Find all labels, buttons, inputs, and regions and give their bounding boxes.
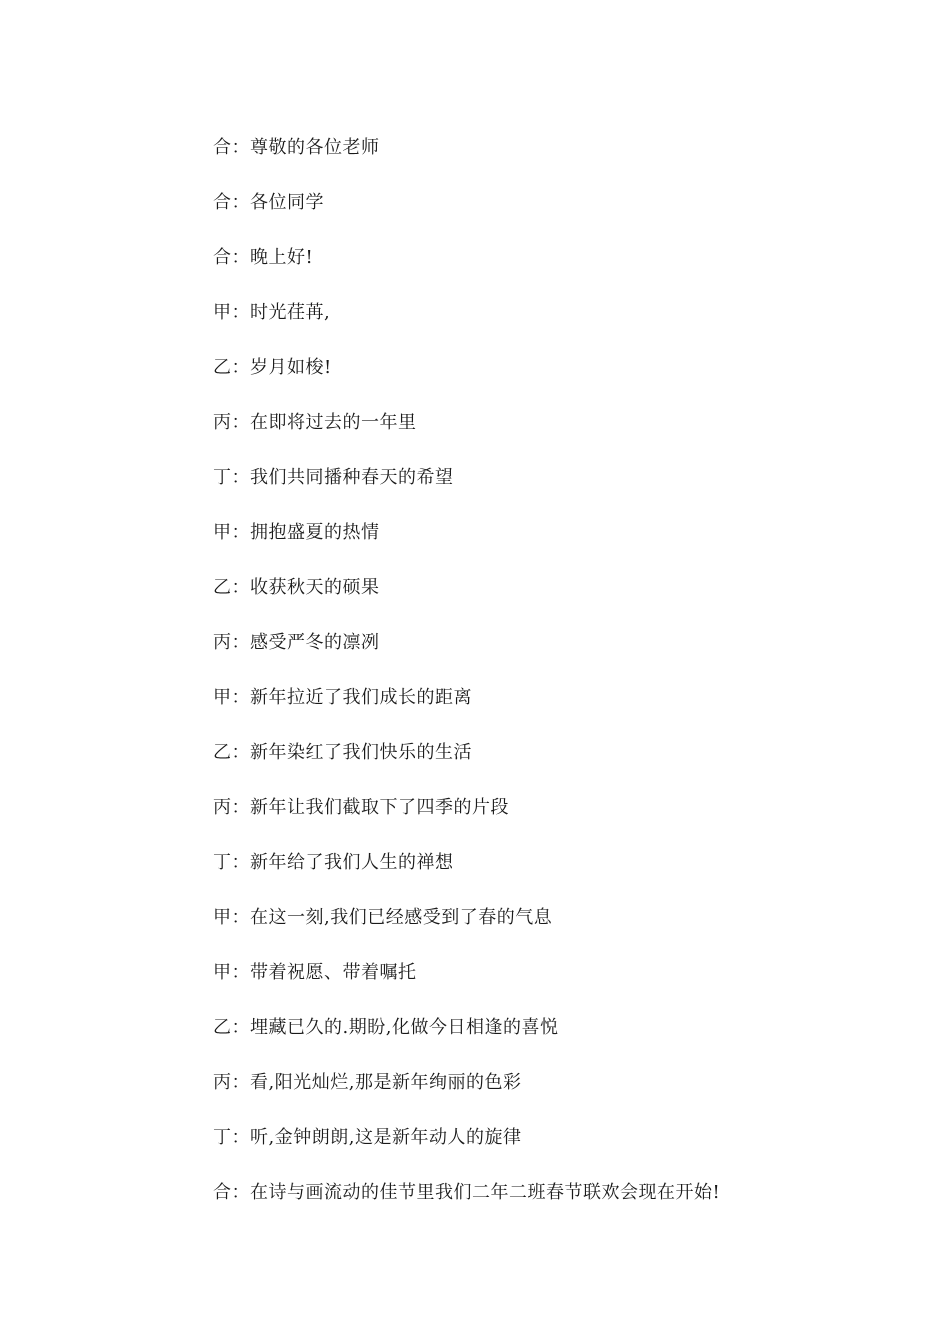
line-text: 收获秋天的硕果 — [250, 577, 380, 598]
line-text: 尊敬的各位老师 — [250, 137, 380, 158]
speaker-separator: ： — [231, 577, 250, 598]
line-text: 在诗与画流动的佳节里我们二年二班春节联欢会现在开始! — [250, 1182, 721, 1203]
line-text: 各位同学 — [250, 192, 324, 213]
speaker-label: 乙 — [213, 577, 232, 598]
speaker-label: 乙 — [213, 1017, 232, 1038]
line-text: 新年给了我们人生的禅想 — [250, 852, 454, 873]
speaker-separator: ： — [231, 137, 250, 158]
line-text: 拥抱盛夏的热情 — [250, 522, 380, 543]
speaker-label: 甲 — [213, 522, 232, 543]
line-text: 感受严冬的凛冽 — [250, 632, 380, 653]
script-line — [213, 906, 853, 961]
speaker-label: 丁 — [213, 852, 232, 873]
speaker-separator: ： — [231, 247, 250, 268]
speaker-label: 丙 — [213, 1072, 232, 1093]
speaker-label: 甲 — [213, 302, 232, 323]
speaker-separator: ： — [231, 632, 250, 653]
speaker-separator: ： — [231, 192, 250, 213]
speaker-separator: ： — [231, 1127, 250, 1148]
speaker-separator: ： — [231, 687, 250, 708]
script-line — [213, 631, 853, 686]
speaker-separator: ： — [231, 467, 250, 488]
line-text: 在这一刻,我们已经感受到了春的气息 — [250, 907, 553, 928]
line-text: 晚上好! — [250, 247, 314, 268]
line-text: 新年拉近了我们成长的距离 — [250, 687, 472, 708]
script-line — [213, 301, 853, 356]
speaker-label: 甲 — [213, 687, 232, 708]
speaker-separator: ： — [231, 962, 250, 983]
line-text: 新年让我们截取下了四季的片段 — [250, 797, 509, 818]
script-line — [213, 136, 853, 191]
speaker-separator: ： — [231, 1072, 250, 1093]
speaker-label: 丙 — [213, 632, 232, 653]
line-text: 埋藏已久的.期盼,化做今日相逢的喜悦 — [250, 1017, 559, 1038]
line-text: 听,金钟朗朗,这是新年动人的旋律 — [250, 1127, 522, 1148]
speaker-separator: ： — [231, 302, 250, 323]
line-text: 岁月如梭! — [250, 357, 332, 378]
script-line — [213, 191, 853, 246]
speaker-label: 丙 — [213, 797, 232, 818]
speaker-separator: ： — [231, 742, 250, 763]
script-line — [213, 411, 853, 466]
line-text: 在即将过去的一年里 — [250, 412, 417, 433]
speaker-separator: ： — [231, 522, 250, 543]
script-line — [213, 961, 853, 1016]
speaker-label: 丙 — [213, 412, 232, 433]
speaker-separator: ： — [231, 797, 250, 818]
line-text: 带着祝愿、带着嘱托 — [250, 962, 417, 983]
speaker-label: 丁 — [213, 467, 232, 488]
speaker-label: 合 — [213, 247, 232, 268]
script-line — [213, 576, 853, 631]
script-line — [213, 356, 853, 411]
speaker-separator: ： — [231, 1182, 250, 1203]
line-text: 时光荏苒, — [250, 302, 331, 323]
speaker-label: 乙 — [213, 357, 232, 378]
script-line — [213, 466, 853, 521]
speaker-label: 甲 — [213, 907, 232, 928]
script-line — [213, 1181, 853, 1236]
script-line — [213, 1071, 853, 1126]
script-line — [213, 686, 853, 741]
speaker-label: 合 — [213, 1182, 232, 1203]
speaker-label: 合 — [213, 137, 232, 158]
script-lines — [213, 136, 853, 1236]
speaker-separator: ： — [231, 412, 250, 433]
speaker-label: 丁 — [213, 1127, 232, 1148]
speaker-separator: ： — [231, 852, 250, 873]
speaker-separator: ： — [231, 1017, 250, 1038]
line-text: 看,阳光灿烂,那是新年绚丽的色彩 — [250, 1072, 522, 1093]
line-text: 我们共同播种春天的希望 — [250, 467, 454, 488]
script-line — [213, 796, 853, 851]
script-line — [213, 246, 853, 301]
speaker-label: 合 — [213, 192, 232, 213]
script-line — [213, 851, 853, 906]
script-line — [213, 741, 853, 796]
speaker-label: 甲 — [213, 962, 232, 983]
line-text: 新年染红了我们快乐的生活 — [250, 742, 472, 763]
script-line — [213, 521, 853, 576]
speaker-separator: ： — [231, 907, 250, 928]
script-line — [213, 1126, 853, 1181]
speaker-label: 乙 — [213, 742, 232, 763]
script-line — [213, 1016, 853, 1071]
speaker-separator: ： — [231, 357, 250, 378]
